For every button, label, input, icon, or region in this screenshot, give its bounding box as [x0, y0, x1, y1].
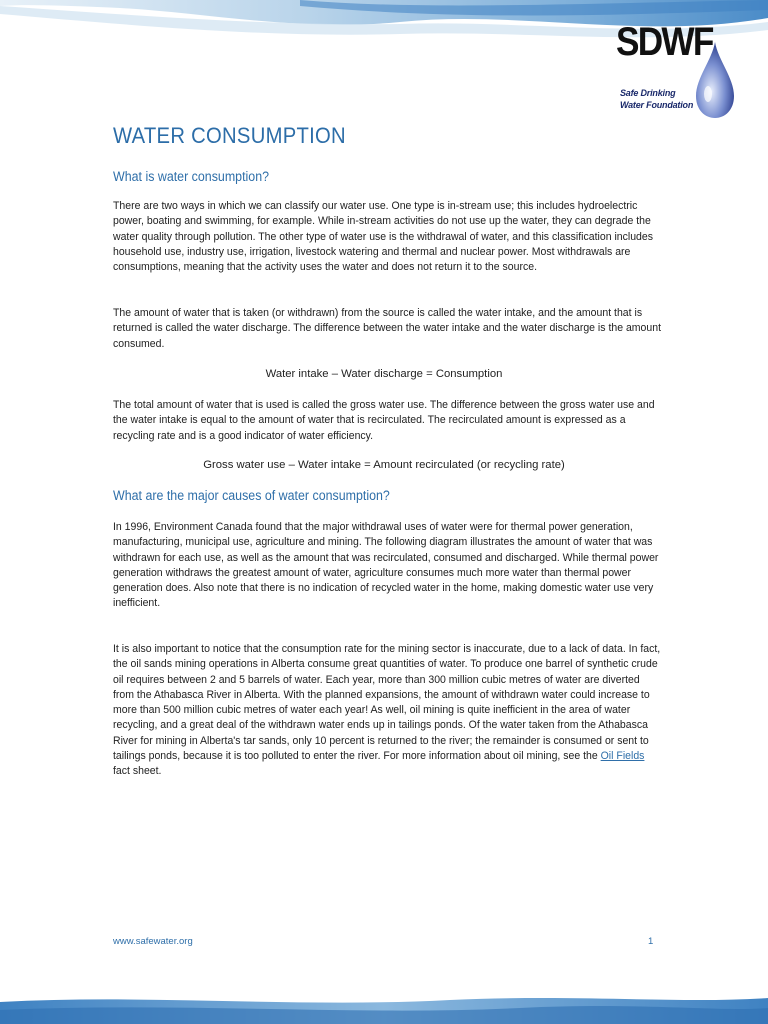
- equation-recirculated: Gross water use – Water intake = Amount recirculated (or recycling rate): [203, 459, 565, 471]
- oil-fields-link[interactable]: Oil Fields: [600, 750, 645, 763]
- paragraph-intake-discharge: The amount of water that is taken (or withdrawn) from the source is called the water intake, and the amount that is returned is called the water discharge. The difference between the water intake and the water discharge is the amount consumed.: [113, 307, 662, 350]
- logo-line-2: Water Foundation: [620, 100, 694, 110]
- equation-consumption: Water intake – Water discharge = Consumption: [265, 368, 503, 380]
- page-title: WATER CONSUMPTION: [113, 123, 346, 148]
- paragraph-mining-sector: [113, 642, 662, 780]
- water-drop-icon: [694, 40, 736, 120]
- footer-wave: [0, 992, 768, 1024]
- mining-text: It is also important to notice that the consumption rate for the mining sector is inaccurate, due to a lack of data. In fact, the oil sands mining operations in Alberta consume great quantities of water. To produce one barrel of synthetic crude oil requires between 2 and 5 barrels of water. Each year, more than 300 million cubic metres of water are diverted from the Athabasca River in Alberta. With the planned expansions, the amount of withdrawn water could increase to more than 500 million cubic metres of water each year! As well, oil mining is quite inefficient in the area of water recycling, and a great deal of the withdrawn water ends up in tailings ponds. Of the water taken from the Athabasca River for mining in Alberta's tar sands, only 10 percent is returned to the river; the remainder is consumed or sent to tailings ponds, because it is too polluted to enter the river. For more information about oil mining, see the: [113, 643, 661, 763]
- section-heading-what-is: What is water consumption?: [113, 169, 270, 184]
- paragraph-environment-canada: In 1996, Environment Canada found that the major withdrawal uses of water were for thermal power generation, manufacturing, municipal use, agriculture and mining. The following diagram illustrates the amount of water that was withdrawn for each use, as well as the amount that was recirculated, consumed and discharged. While thermal power generation withdraws the greatest amount of water, agriculture consumes much more water than thermal power generation does. Also note that there is no indication of recycled water in the home, making domestic water use very inefficient.: [113, 521, 659, 610]
- page-number: 1: [648, 936, 654, 947]
- footer-url[interactable]: www.safewater.org: [113, 936, 193, 947]
- paragraph-water-use-types: There are two ways in which we can classify our water use. One type is in-stream use; this includes hydroelectric power, boating and swimming, for example. While in-stream activities do not use up the water, they can degrade the water quality through pollution. The other type of water use is the withdrawal of water, and this classification includes household use, industry use, irrigation, livestock watering and thermal and nuclear power. Most withdrawals are consumptions, meaning that the activity uses the water and does not return it to the source.: [113, 200, 654, 274]
- sdwf-logo: [614, 20, 738, 116]
- mining-text-end: fact sheet.: [113, 765, 162, 778]
- logo-line-1: Safe Drinking: [620, 88, 676, 98]
- logo-wordmark: SDWF: [616, 20, 713, 64]
- paragraph-gross-water-use: The total amount of water that is used is called the gross water use. The difference between the gross water use and the water intake is equal to the amount of water that is recirculated. The recirculated amount is expressed as a recycling rate and is a good indicator of water efficiency.: [113, 399, 655, 442]
- section-heading-major-causes: What are the major causes of water consumption?: [113, 488, 390, 503]
